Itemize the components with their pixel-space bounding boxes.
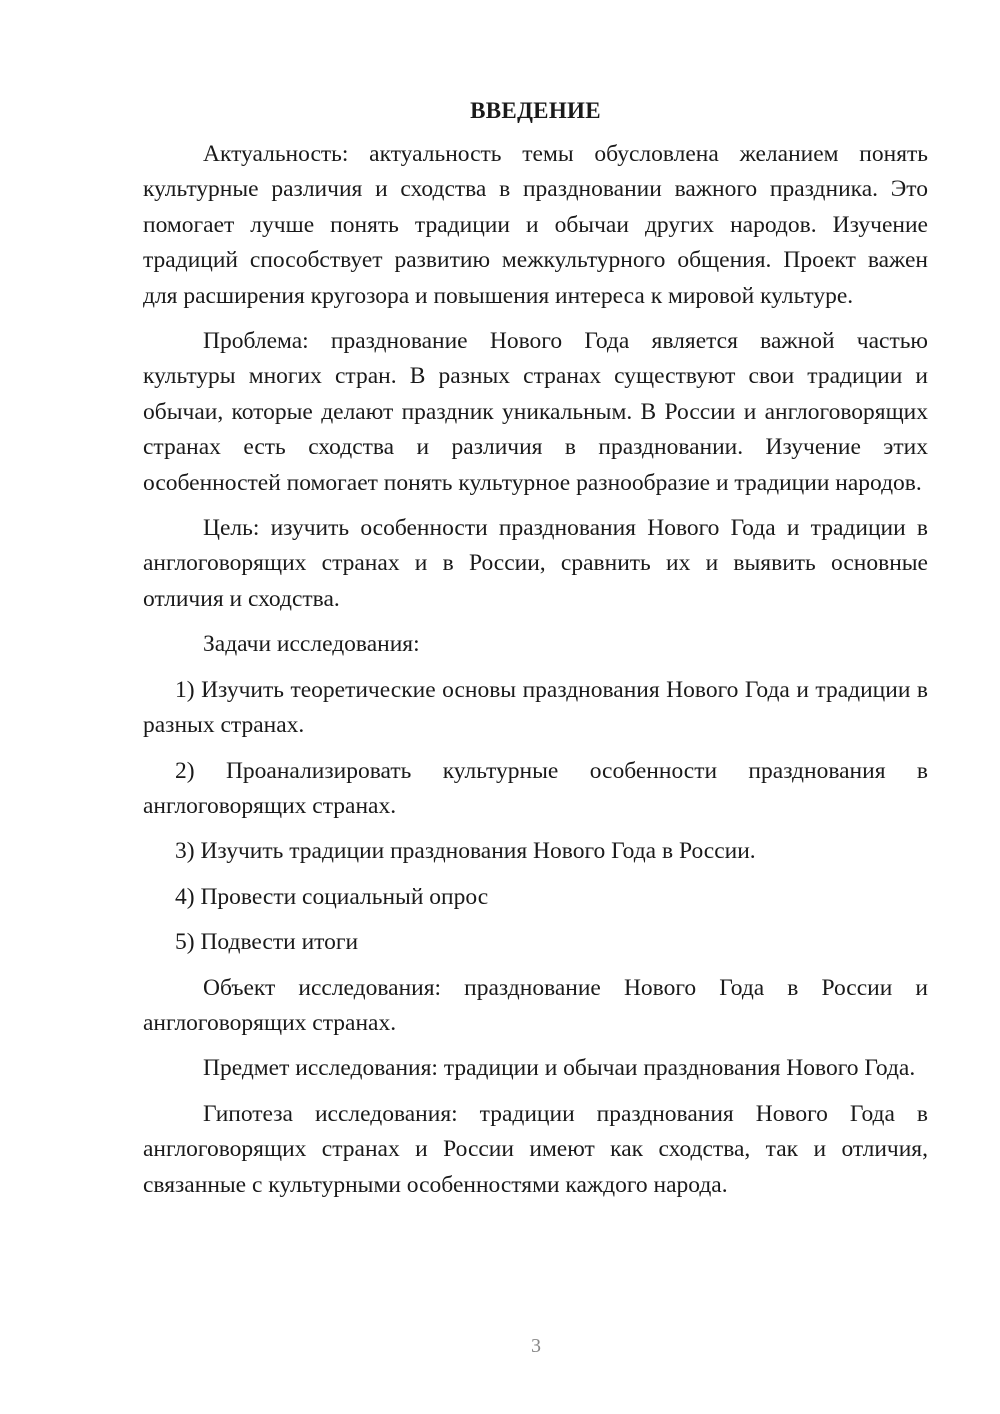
problem-paragraph: Проблема: празднование Нового Года является важной частью культуры многих стран. В разных странах существуют свои традиции и обычаи, которые делают праздник уникальным. В России и англоговорящих странах есть сходства и различия в праздновании. Изучение этих особенностей помогает понять культурное разнообразие и традиции народов. <box>143 328 928 496</box>
object-paragraph: Объект исследования: празднование Нового Года в России и англоговорящих странах. <box>143 974 928 1036</box>
task-item-3: 3) Изучить традиции празднования Нового Года в России. <box>175 838 756 865</box>
task-item-5: 5) Подвести итоги <box>175 929 359 956</box>
task-item-4: 4) Провести социальный опрос <box>175 883 489 910</box>
tasks-heading: Задачи исследования: <box>203 631 420 658</box>
page-body <box>143 96 928 1213</box>
page-number: 3 <box>531 1335 541 1357</box>
goal-paragraph: Цель: изучить особенности празднования Нового Года и традиции в англоговорящих странах и в России, сравнить их и выявить основные отличия и сходства. <box>143 515 928 612</box>
relevance-paragraph: Актуальность: актуальность темы обусловлена желанием понять культурные различия и сходства в праздновании важного праздника. Это помогает лучше понять традиции и обычаи других народов. Изучение традиций способствует развитию межкультурного общения. Проект важен для расширения кругозора и повышения интереса к мировой культуре. <box>143 141 928 309</box>
hypothesis-paragraph: Гипотеза исследования: традиции празднования Нового Года в англоговорящих странах и России имеют как сходства, так и отличия, связанные с культурными особенностями каждого народа. <box>143 1100 928 1198</box>
task-item-1: 1) Изучить теоретические основы празднования Нового Года и традиции в разных странах. <box>143 676 928 739</box>
page-title: ВВЕДЕНИЕ <box>470 98 601 123</box>
task-item-2: 2) Проанализировать культурные особенности празднования в англоговорящих странах. <box>143 757 928 819</box>
subject-paragraph: Предмет исследования: традиции и обычаи празднования Нового Года. <box>203 1055 916 1082</box>
